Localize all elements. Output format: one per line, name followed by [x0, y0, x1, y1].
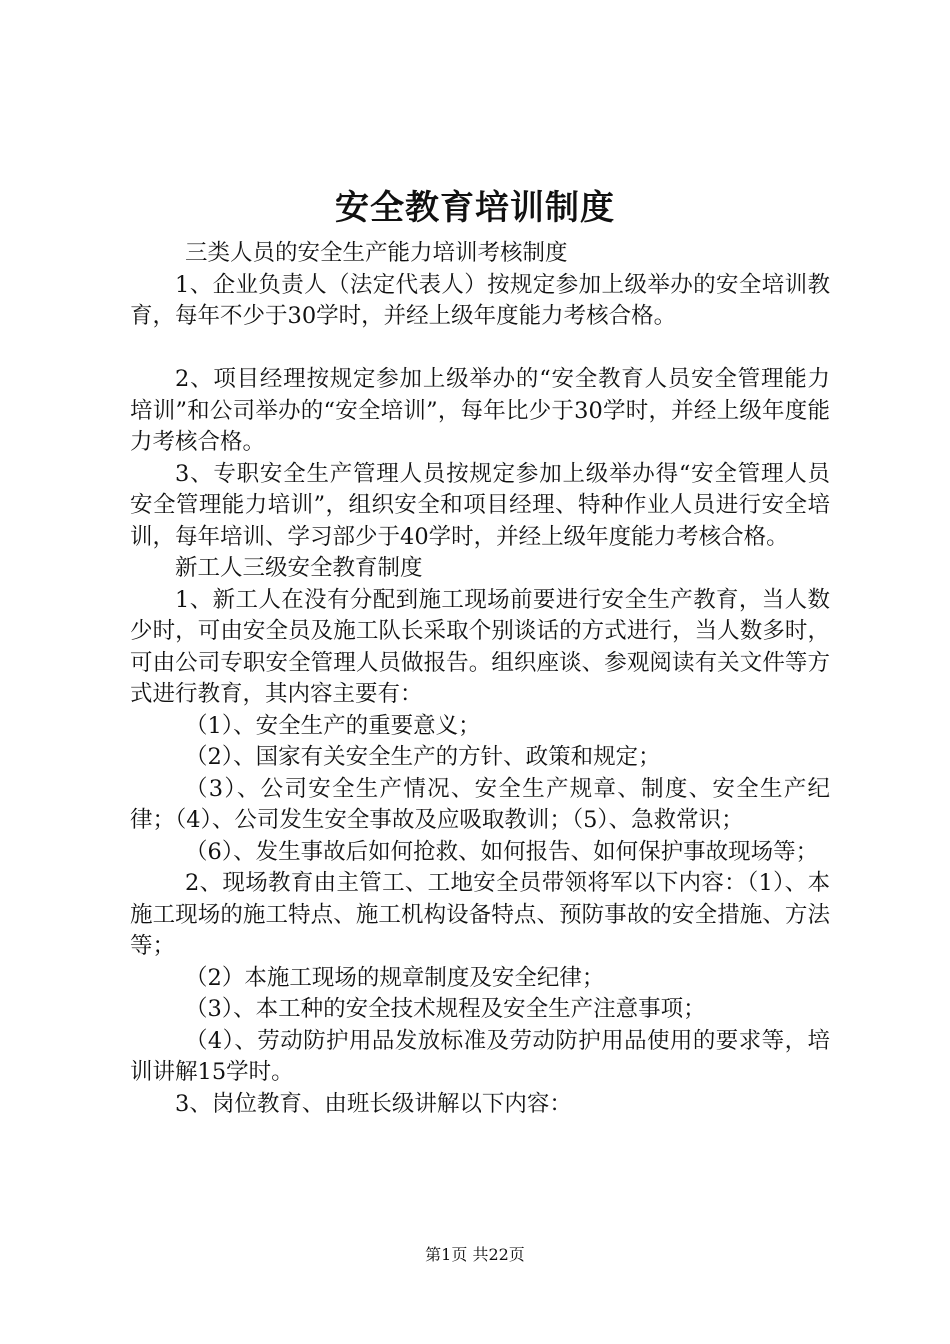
section-heading-new-workers: 新工人三级安全教育制度	[175, 555, 423, 581]
paragraph-post-education: 3、岗位教育、由班长级讲解以下内容：	[175, 1090, 572, 1117]
document-body	[130, 238, 830, 1120]
section-heading-three-personnel: 三类人员的安全生产能力培训考核制度	[185, 240, 568, 266]
site-list-item-2: （2）本施工现场的规章制度及安全纪律；	[185, 964, 605, 991]
site-list-item-3: （3）、本工种的安全技术规程及安全生产注意事项；	[185, 996, 706, 1022]
paragraph-2: 2、项目经理按规定参加上级举办的“安全教育人员安全管理能力培训”和公司举办的“安全培训”，每年比少于30学时，并经上级年度能力考核合格。	[130, 366, 830, 455]
list-item-2: （2）、国家有关安全生产的方针、政策和规定；	[185, 744, 661, 770]
list-item-1: （1）、安全生产的重要意义；	[185, 712, 481, 739]
paragraph-spacer	[130, 333, 830, 365]
site-list-item-4: （4）、劳动防护用品发放标准及劳动防护用品使用的要求等，培训讲解15学时。	[130, 1027, 830, 1085]
paragraph-new-workers-1: 1、新工人在没有分配到施工现场前要进行安全生产教育，当人数少时，可由安全员及施工队长采取个别谈话的方式进行，当人数多时，可由公司专职安全管理人员做报告。组织座谈、参观阅读有关文件等方式进行教育，其内容主要有：	[130, 586, 830, 707]
document-title: 安全教育培训制度	[335, 188, 615, 228]
list-item-6: （6）、发生事故后如何抢救、如何报告、如何保护事故现场等；	[185, 838, 819, 865]
paragraph-3: 3、专职安全生产管理人员按规定参加上级举办得“安全管理人员安全管理能力培训”，组织安全和项目经理、特种作业人员进行安全培训，每年培训、学习部少于40学时，并经上级年度能力考核合格。	[130, 460, 830, 550]
paragraph-site-education: 2、现场教育由主管工、工地安全员带领将军以下内容：（1）、本施工现场的施工特点、施工机构设备特点、预防事故的安全措施、方法等；	[130, 870, 830, 959]
page-footer: 第1页 共22页	[425, 1245, 525, 1264]
paragraph-1: 1、企业负责人（法定代表人）按规定参加上级举办的安全培训教育，每年不少于30学时，并经上级年度能力考核合格。	[130, 271, 830, 329]
list-item-3-5: （3）、公司安全生产情况、安全生产规章、制度、安全生产纪律；（4）、公司发生安全事故及应吸取教训；（5）、急救常识；	[130, 775, 830, 833]
